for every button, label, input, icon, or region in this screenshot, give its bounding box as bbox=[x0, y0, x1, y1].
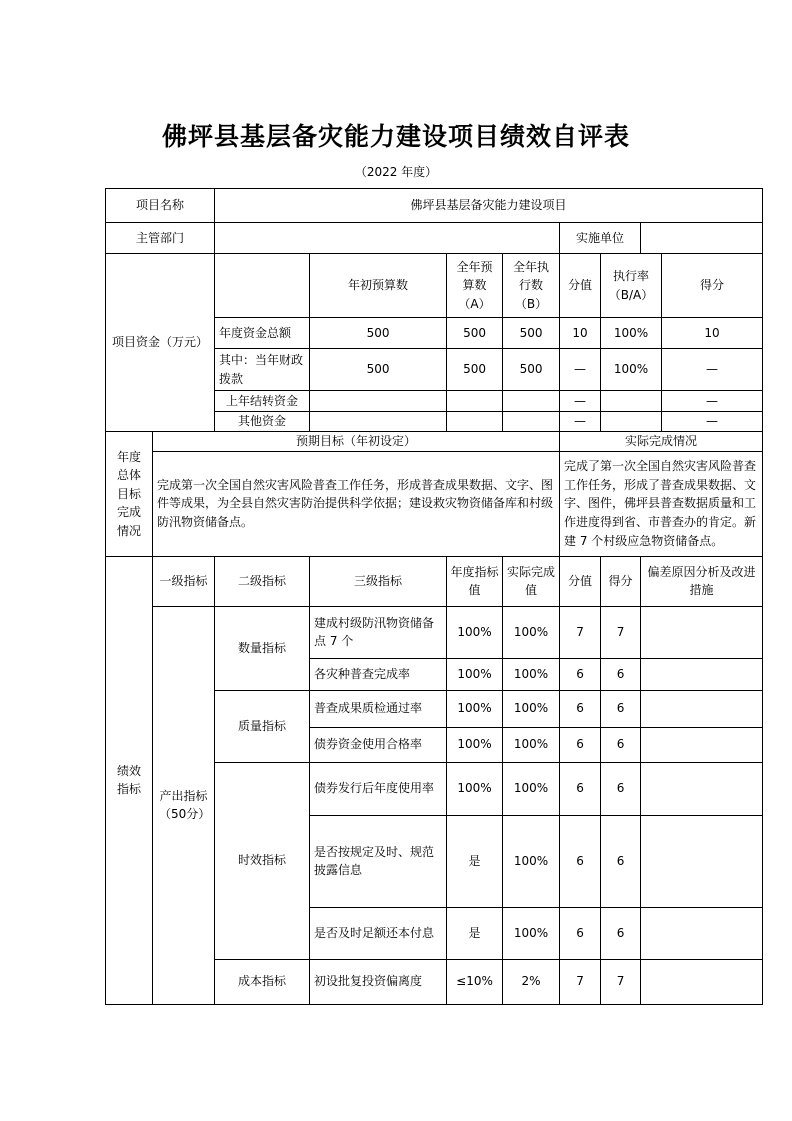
indicator-target: 是 bbox=[447, 907, 503, 959]
funds-item-name: 上年结转资金 bbox=[215, 391, 310, 412]
indicator-reason bbox=[641, 727, 763, 762]
indicator-score: 6 bbox=[601, 762, 641, 815]
funds-score: — bbox=[662, 391, 763, 412]
indicator-score: 6 bbox=[601, 727, 641, 762]
indicator-reason bbox=[641, 959, 763, 1004]
goals-content-row bbox=[106, 451, 763, 556]
indicator-level3: 债券发行后年度使用率 bbox=[310, 762, 447, 815]
indicator-level3: 债券资金使用合格率 bbox=[310, 727, 447, 762]
indicator-level3: 初设批复投资偏离度 bbox=[310, 959, 447, 1004]
indicator-value: 6 bbox=[560, 815, 601, 907]
indicator-value: 6 bbox=[560, 762, 601, 815]
indicator-reason bbox=[641, 815, 763, 907]
funds-budget: 500 bbox=[447, 318, 503, 349]
indicator-target: 100% bbox=[447, 606, 503, 658]
funds-initial bbox=[310, 412, 447, 432]
indicator-reason bbox=[641, 762, 763, 815]
indicator-level3: 建成村级防汛物资储备点 7 个 bbox=[310, 606, 447, 658]
indicator-level3: 是否按规定及时、规范披露信息 bbox=[310, 815, 447, 907]
department-label: 主管部门 bbox=[106, 223, 215, 254]
indicator-target: 100% bbox=[447, 658, 503, 690]
funds-initial bbox=[310, 391, 447, 412]
funds-score: — bbox=[662, 349, 763, 391]
indicator-level2: 成本指标 bbox=[215, 959, 310, 1004]
indicator-target: ≤10% bbox=[447, 959, 503, 1004]
page-title: 佛坪县基层备灾能力建设项目绩效自评表 bbox=[161, 122, 630, 151]
indicator-target: 100% bbox=[447, 690, 503, 727]
indicator-actual: 100% bbox=[503, 690, 560, 727]
funds-score: 10 bbox=[662, 318, 763, 349]
goals-expected-text: 完成第一次全国自然灾害风险普查工作任务，形成普查成果数据、文字、图件等成果，为全县自然灾害防治提供科学依据；建设救灾物资储备库和村级防汛物资储备点。 bbox=[153, 451, 560, 556]
year-label: （2022 年度） bbox=[354, 165, 438, 179]
indicator-target: 是 bbox=[447, 815, 503, 907]
funds-exec: 500 bbox=[503, 318, 560, 349]
funds-initial: 500 bbox=[310, 349, 447, 391]
indicator-value: 6 bbox=[560, 658, 601, 690]
project-name-row bbox=[106, 189, 763, 223]
indicator-header-level2: 二级指标 bbox=[215, 556, 310, 606]
indicator-section-label: 绩效指标 bbox=[106, 556, 153, 1004]
indicator-actual: 100% bbox=[503, 727, 560, 762]
impl-unit-value bbox=[641, 223, 763, 254]
funds-exec: 500 bbox=[503, 349, 560, 391]
indicator-actual: 2% bbox=[503, 959, 560, 1004]
department-value bbox=[215, 223, 560, 254]
funds-budget bbox=[447, 412, 503, 432]
indicator-actual: 100% bbox=[503, 606, 560, 658]
funds-item-name: 其中：当年财政拨款 bbox=[215, 349, 310, 391]
indicator-reason bbox=[641, 606, 763, 658]
goals-actual-header: 实际完成情况 bbox=[560, 432, 763, 452]
indicator-actual: 100% bbox=[503, 658, 560, 690]
funds-exec bbox=[503, 391, 560, 412]
indicator-value: 7 bbox=[560, 959, 601, 1004]
indicator-target: 100% bbox=[447, 727, 503, 762]
funds-score-value: — bbox=[560, 391, 601, 412]
goals-header-row bbox=[106, 432, 763, 452]
funds-header-row bbox=[106, 254, 763, 318]
indicator-score: 6 bbox=[601, 658, 641, 690]
funds-rate bbox=[601, 391, 662, 412]
indicator-score: 6 bbox=[601, 907, 641, 959]
indicator-header-level1: 一级指标 bbox=[153, 556, 215, 606]
evaluation-table bbox=[105, 188, 763, 1005]
indicator-value: 6 bbox=[560, 727, 601, 762]
indicator-header-reason: 偏差原因分析及改进措施 bbox=[641, 556, 763, 606]
indicator-score: 7 bbox=[601, 959, 641, 1004]
funds-score-value: — bbox=[560, 349, 601, 391]
indicator-actual: 100% bbox=[503, 762, 560, 815]
funds-score-value: 10 bbox=[560, 318, 601, 349]
funds-header-blank bbox=[215, 254, 310, 318]
indicator-actual: 100% bbox=[503, 907, 560, 959]
indicator-header-row bbox=[106, 556, 763, 606]
indicator-score: 6 bbox=[601, 690, 641, 727]
funds-initial: 500 bbox=[310, 318, 447, 349]
funds-budget bbox=[447, 391, 503, 412]
goals-actual-text: 完成了第一次全国自然灾害风险普查工作任务，形成了普查成果数据、文字、图件，佛坪县普查数据质量和工作进度得到省、市普查办的肯定。新建 7 个村级应急物资储备点。 bbox=[560, 451, 763, 556]
indicator-level3: 是否及时足额还本付息 bbox=[310, 907, 447, 959]
funds-header-budget: 全年预算数（A） bbox=[447, 254, 503, 318]
indicator-row bbox=[106, 606, 763, 658]
indicator-value: 6 bbox=[560, 907, 601, 959]
indicator-level2: 时效指标 bbox=[215, 762, 310, 959]
indicator-level2: 质量指标 bbox=[215, 690, 310, 762]
funds-rate bbox=[601, 412, 662, 432]
funds-score: — bbox=[662, 412, 763, 432]
department-row bbox=[106, 223, 763, 254]
funds-rate: 100% bbox=[601, 349, 662, 391]
impl-unit-label: 实施单位 bbox=[560, 223, 641, 254]
indicator-score: 6 bbox=[601, 815, 641, 907]
indicator-level2: 数量指标 bbox=[215, 606, 310, 690]
goals-label: 年度总体目标完成情况 bbox=[106, 432, 153, 557]
funds-exec bbox=[503, 412, 560, 432]
funds-header-exec: 全年执行数（B） bbox=[503, 254, 560, 318]
indicator-header-actual: 实际完成值 bbox=[503, 556, 560, 606]
funds-header-initial: 年初预算数 bbox=[310, 254, 447, 318]
funds-item-name: 其他资金 bbox=[215, 412, 310, 432]
indicator-header-score: 得分 bbox=[601, 556, 641, 606]
indicator-actual: 100% bbox=[503, 815, 560, 907]
funds-score-value: — bbox=[560, 412, 601, 432]
indicator-level3: 普查成果质检通过率 bbox=[310, 690, 447, 727]
funds-budget: 500 bbox=[447, 349, 503, 391]
indicator-header-target: 年度指标值 bbox=[447, 556, 503, 606]
indicator-reason bbox=[641, 690, 763, 727]
funds-rate: 100% bbox=[601, 318, 662, 349]
indicator-header-value: 分值 bbox=[560, 556, 601, 606]
project-name-label: 项目名称 bbox=[106, 189, 215, 223]
goals-expected-header: 预期目标（年初设定） bbox=[153, 432, 560, 452]
project-name-value: 佛坪县基层备灾能力建设项目 bbox=[215, 189, 763, 223]
funds-header-value: 分值 bbox=[560, 254, 601, 318]
indicator-header-level3: 三级指标 bbox=[310, 556, 447, 606]
indicator-value: 7 bbox=[560, 606, 601, 658]
funds-label: 项目资金（万元） bbox=[106, 254, 215, 432]
indicator-value: 6 bbox=[560, 690, 601, 727]
funds-item-name: 年度资金总额 bbox=[215, 318, 310, 349]
indicator-score: 7 bbox=[601, 606, 641, 658]
indicator-level3: 各灾种普查完成率 bbox=[310, 658, 447, 690]
indicator-reason bbox=[641, 907, 763, 959]
funds-header-rate: 执行率（B/A） bbox=[601, 254, 662, 318]
indicator-level1: 产出指标（50分） bbox=[153, 606, 215, 1004]
indicator-reason bbox=[641, 658, 763, 690]
funds-header-score: 得分 bbox=[662, 254, 763, 318]
indicator-target: 100% bbox=[447, 762, 503, 815]
